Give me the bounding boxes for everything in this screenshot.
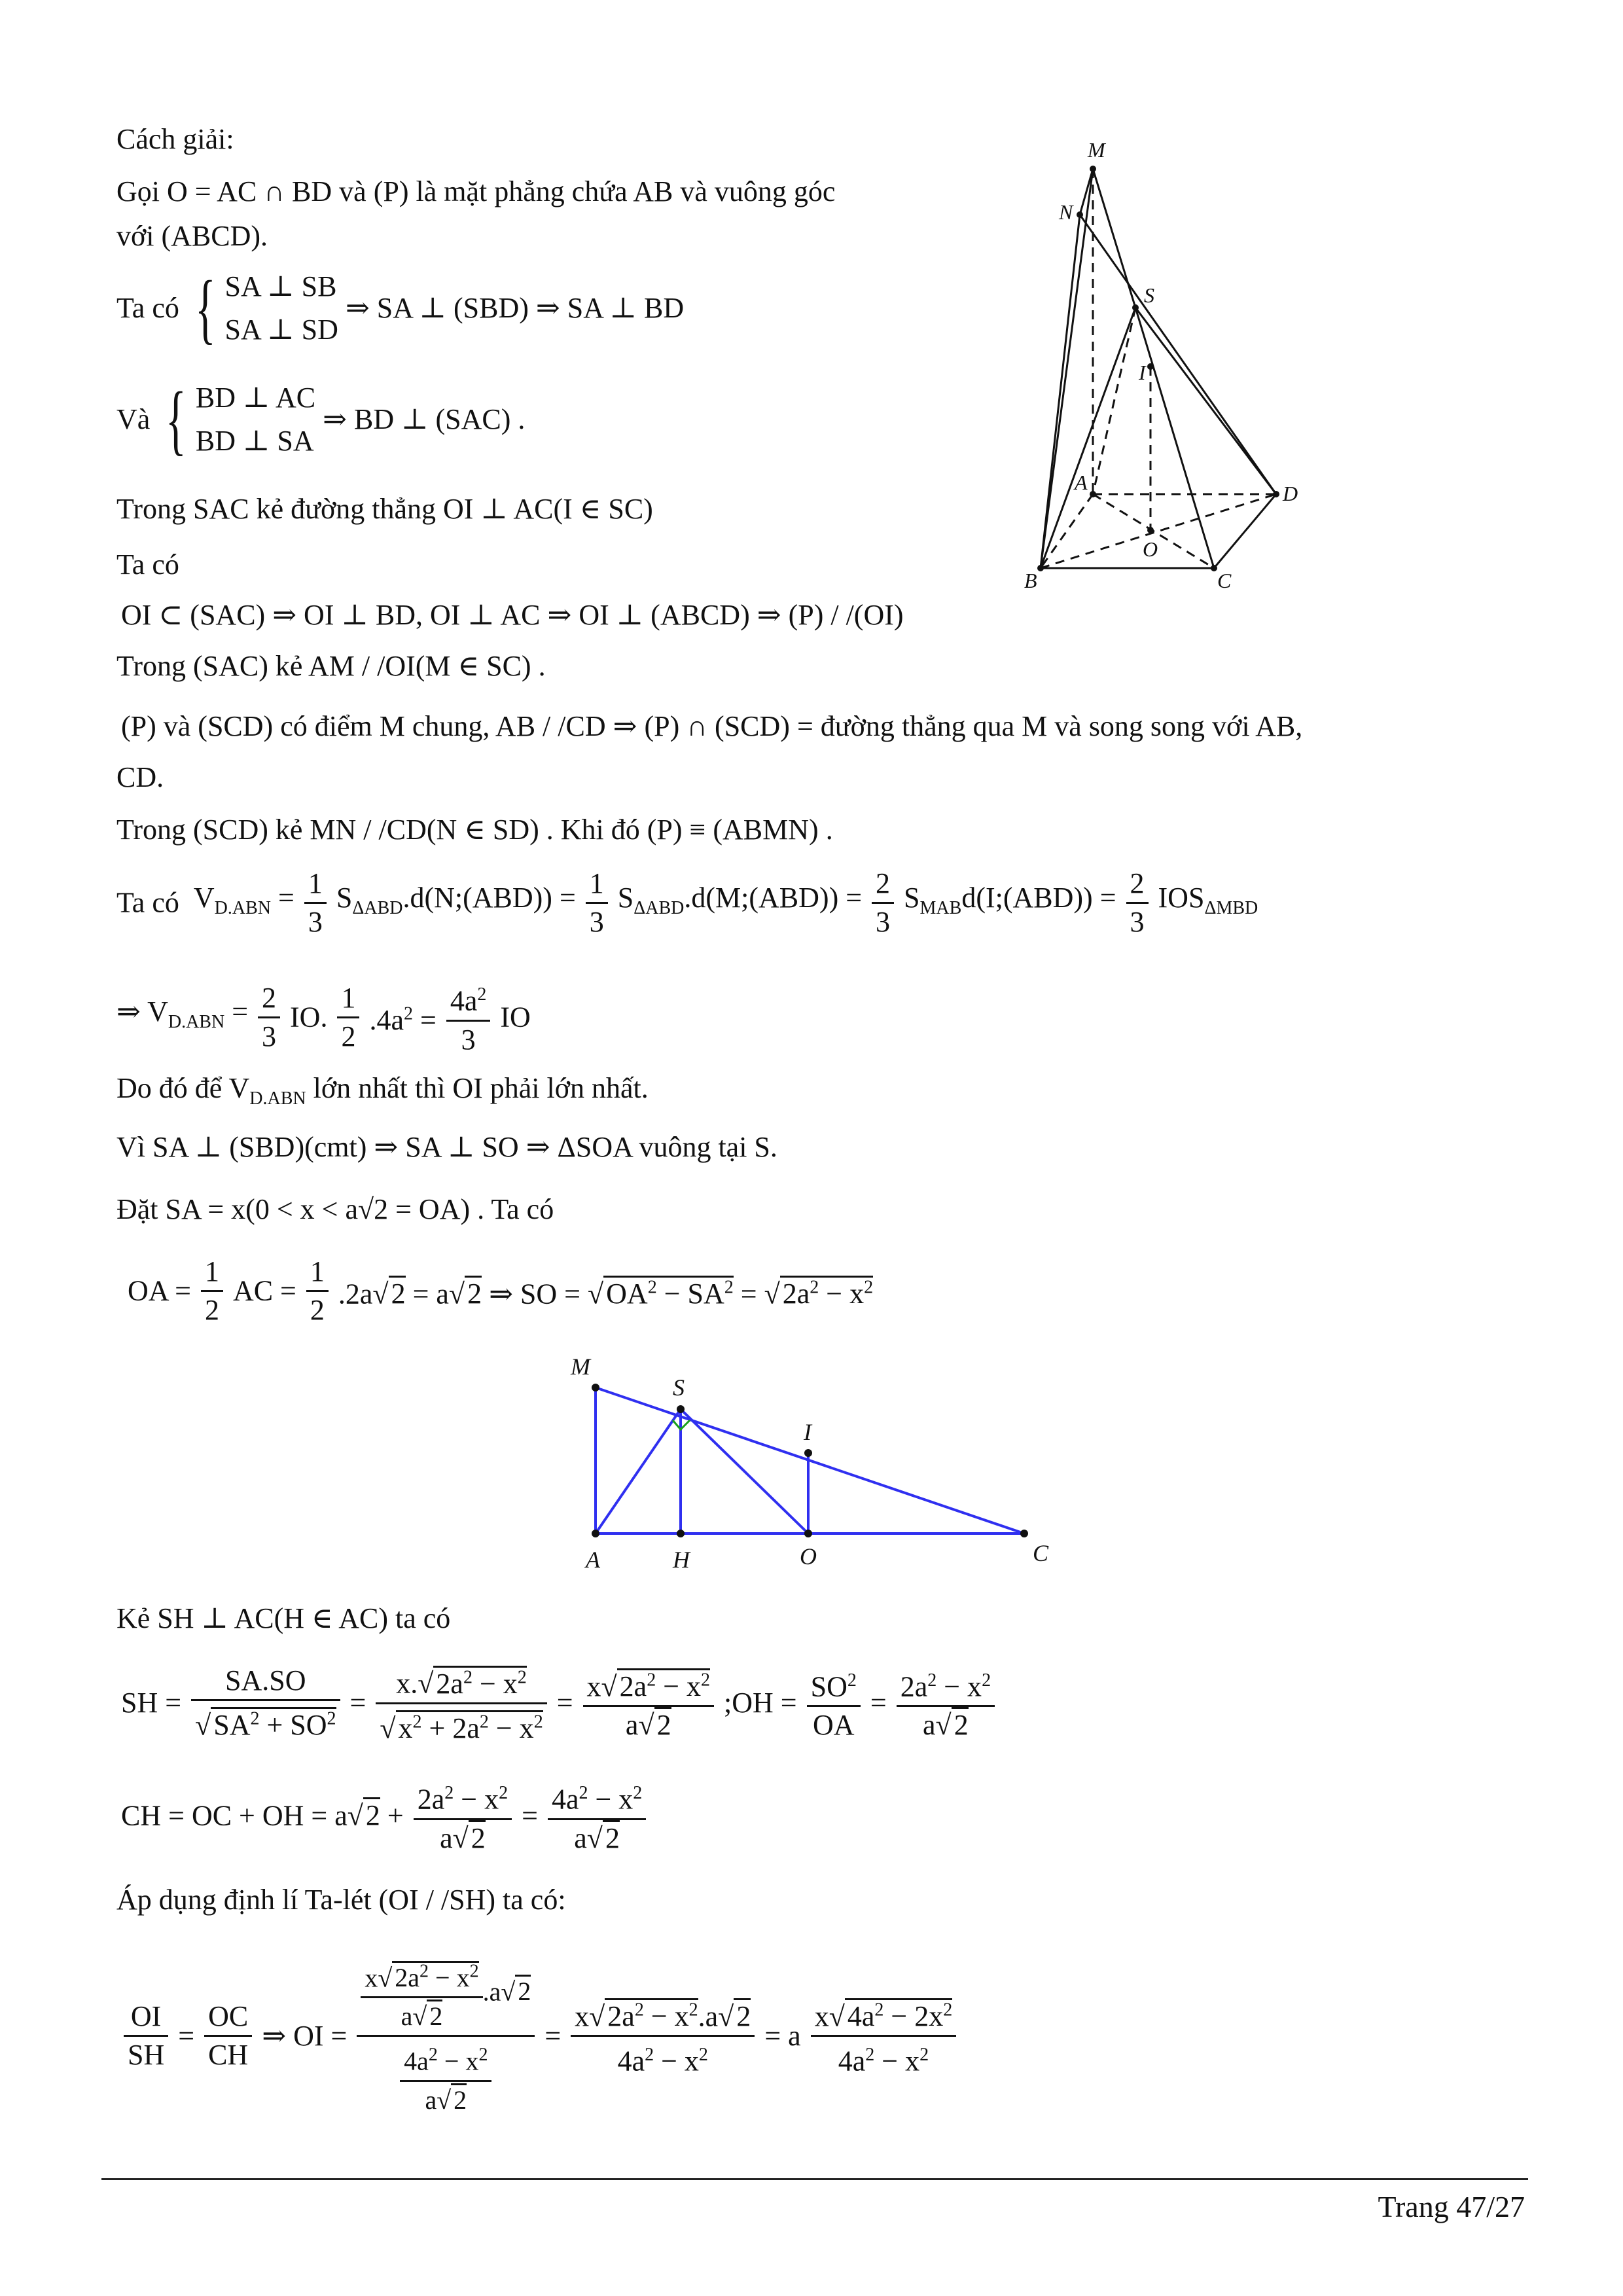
frac-two-thirds: $\frac{2}{3}$ [1126, 865, 1149, 941]
label-h: H [673, 1547, 690, 1573]
segment-as [596, 1409, 681, 1534]
pyramid-figure [995, 131, 1302, 602]
paragraph-6: OI ⊂ (SAC) ⇒ OI ⊥ BD, OI ⊥ AC ⇒ OI ⊥ (ABCD) ⇒ (P) / /(OI) [121, 599, 904, 631]
label-s: S [673, 1374, 685, 1401]
frac-one-third: $\frac{1}{3}$ [304, 865, 327, 941]
paragraph-2 [116, 265, 684, 351]
label-i: I [804, 1419, 812, 1445]
edge-nd [1080, 215, 1276, 494]
system-2-eq2: BD ⊥ SA [195, 425, 314, 457]
label-c: C [1033, 1540, 1049, 1566]
brace-icon: { [194, 264, 216, 351]
label-d: D [1283, 482, 1298, 505]
paragraph-12: Vì SA ⊥ (SBD)(cmt) ⇒ SA ⊥ SO ⇒ ΔSOA vuông tại S. [116, 1131, 777, 1163]
formula-sh: SH = $\frac{SA.SO}{√SA^2 + SO^2}$ = $\frac{x.√2a^2 - x^2}{√x^2 + 2a^2 - x^2}$ = $\frac{x√2a^2 - x^2}{a√2}$ ;OH = $\frac{SO^2}{OA}$ = $\frac{2a^2 - x^2}{a√2}$ [121, 1659, 997, 1747]
system-1 [224, 265, 338, 351]
edge-mn [1080, 169, 1093, 215]
frac-two-thirds: $\frac{2}{3}$ [872, 865, 894, 941]
p3-result: ⇒ BD ⊥ (SAC) . [323, 403, 526, 435]
heading: Cách giải: [116, 123, 234, 155]
label-n: N [1059, 200, 1073, 224]
frac-one-third: $\frac{1}{3}$ [586, 865, 608, 941]
p3-prefix: Và [116, 403, 151, 435]
paragraph-8: (P) và (SCD) có điểm M chung, AB / /CD ⇒ (P) ∩ (SCD) = đường thẳng qua M và song song với AB, [121, 710, 1303, 742]
brace-icon: { [166, 376, 187, 463]
paragraph-1: Gọi O = AC ∩ BD và (P) là mặt phẳng chứa AB và vuông góc [116, 175, 836, 207]
paragraph-15: Áp dụng định lí Ta-lét (OI / /SH) ta có: [116, 1884, 566, 1916]
paragraph-1b: với (ABCD). [116, 220, 268, 252]
edge-sd [1135, 308, 1276, 494]
segment-mc [596, 1388, 1024, 1534]
paragraph-8b: CD. [116, 761, 164, 793]
p2-prefix: Ta có [116, 292, 179, 324]
label-s: S [1144, 283, 1154, 307]
edge-cd [1214, 494, 1276, 568]
paragraph-9: Trong (SCD) kẻ MN / /CD(N ∈ SD) . Khi đó (P) ≡ (ABMN) . [116, 814, 833, 846]
paragraph-13: Đặt SA = x(0 < x < a√2 = OA) . Ta có [116, 1193, 554, 1225]
system-2 [196, 376, 315, 463]
edge-ms [1093, 169, 1135, 308]
system-2-eq1: BD ⊥ AC [195, 382, 316, 414]
edge-sc [1135, 308, 1214, 568]
system-1-eq1: SA ⊥ SB [224, 270, 337, 302]
label-b: B [1024, 569, 1037, 592]
footer-divider [101, 2178, 1528, 2180]
label-o: O [1143, 537, 1158, 561]
edge-sa [1093, 308, 1135, 494]
segment-so [681, 1409, 808, 1534]
paragraph-3 [116, 376, 525, 463]
p10-prefix: Ta có [116, 886, 179, 919]
formula-volume: $V_{D.ABN}$ = [186, 881, 294, 918]
system-1-eq2: SA ⊥ SD [224, 314, 338, 346]
label-i: I [1139, 361, 1146, 384]
p2-result: ⇒ SA ⊥ (SBD) ⇒ SA ⊥ BD [345, 292, 685, 324]
page-number: Trang 47/27 [1378, 2190, 1525, 2223]
edge-bd [1041, 494, 1276, 568]
label-a: A [1075, 471, 1088, 494]
label-a: A [586, 1547, 600, 1573]
formula-oa: OA = $\frac{1}{2}$ AC = $\frac{1}{2}$ .2a√2 = a√2 ⇒ SO = $√OA^2 - SA^2 = √2a^2 - x^2$ [128, 1253, 873, 1329]
formula-volume-result: ⇒ $V_{D.ABN}$ = $\frac{2}{3}$ IO. $\frac{1}{2}$ $.4a^2$ = $\frac{4a^2}{3}$ IO [116, 977, 531, 1058]
paragraph-7: Trong (SAC) kẻ AM / /OI(M ∈ SC) . [116, 650, 546, 682]
label-m: M [1088, 138, 1105, 162]
label-c: C [1217, 569, 1232, 592]
label-o: O [800, 1543, 817, 1570]
paragraph-4: Trong SAC kẻ đường thẳng OI ⊥ AC(I ∈ SC) [116, 493, 653, 525]
triangle-figure [556, 1348, 1080, 1584]
paragraph-14: Kẻ SH ⊥ AC(H ∈ AC) ta có [116, 1602, 451, 1634]
edge-mb [1041, 169, 1093, 568]
paragraph-11: Do đó để $V_{D.ABN}$ lớn nhất thì OI phải lớn nhất. [116, 1072, 649, 1109]
paragraph-10: Ta có $V_{D.ABN}$ = $\frac{1}{3}$ $S_{\Delta ABD}.d(N;(ABD))$ = $\frac{1}{3}$ $S_{\Delta ABD}.d(M;(ABD))$ = $\frac{2}{3}$ $S_{MAB}d(I;(ABD))$ = $\frac{2}{3}$ $IOS_{\Delta MBD}$ [116, 865, 1258, 941]
paragraph-5: Ta có [116, 548, 179, 581]
label-m: M [571, 1354, 590, 1380]
formula-oi: $\frac{OI}{SH}$ = $\frac{OC}{CH}$ ⇒ OI = $\frac{x√ 2a^2 - x^2}{a√ 2}$ .a√ 2 $\frac{4a^2 - x^2}{a√ 2}$ = $\frac{x√2a^2 - x^2.a√2}{4a^2 - x^2}$ = a $\frac{x√4a^2 - 2x^2}{4a^2 - x^2}$ [121, 1954, 959, 2119]
formula-ch: CH = OC + OH = a√2 + $\frac{2a^2 - x^2}{a√2}$ = $\frac{4a^2 - x^2}{a√2}$ [121, 1775, 649, 1857]
